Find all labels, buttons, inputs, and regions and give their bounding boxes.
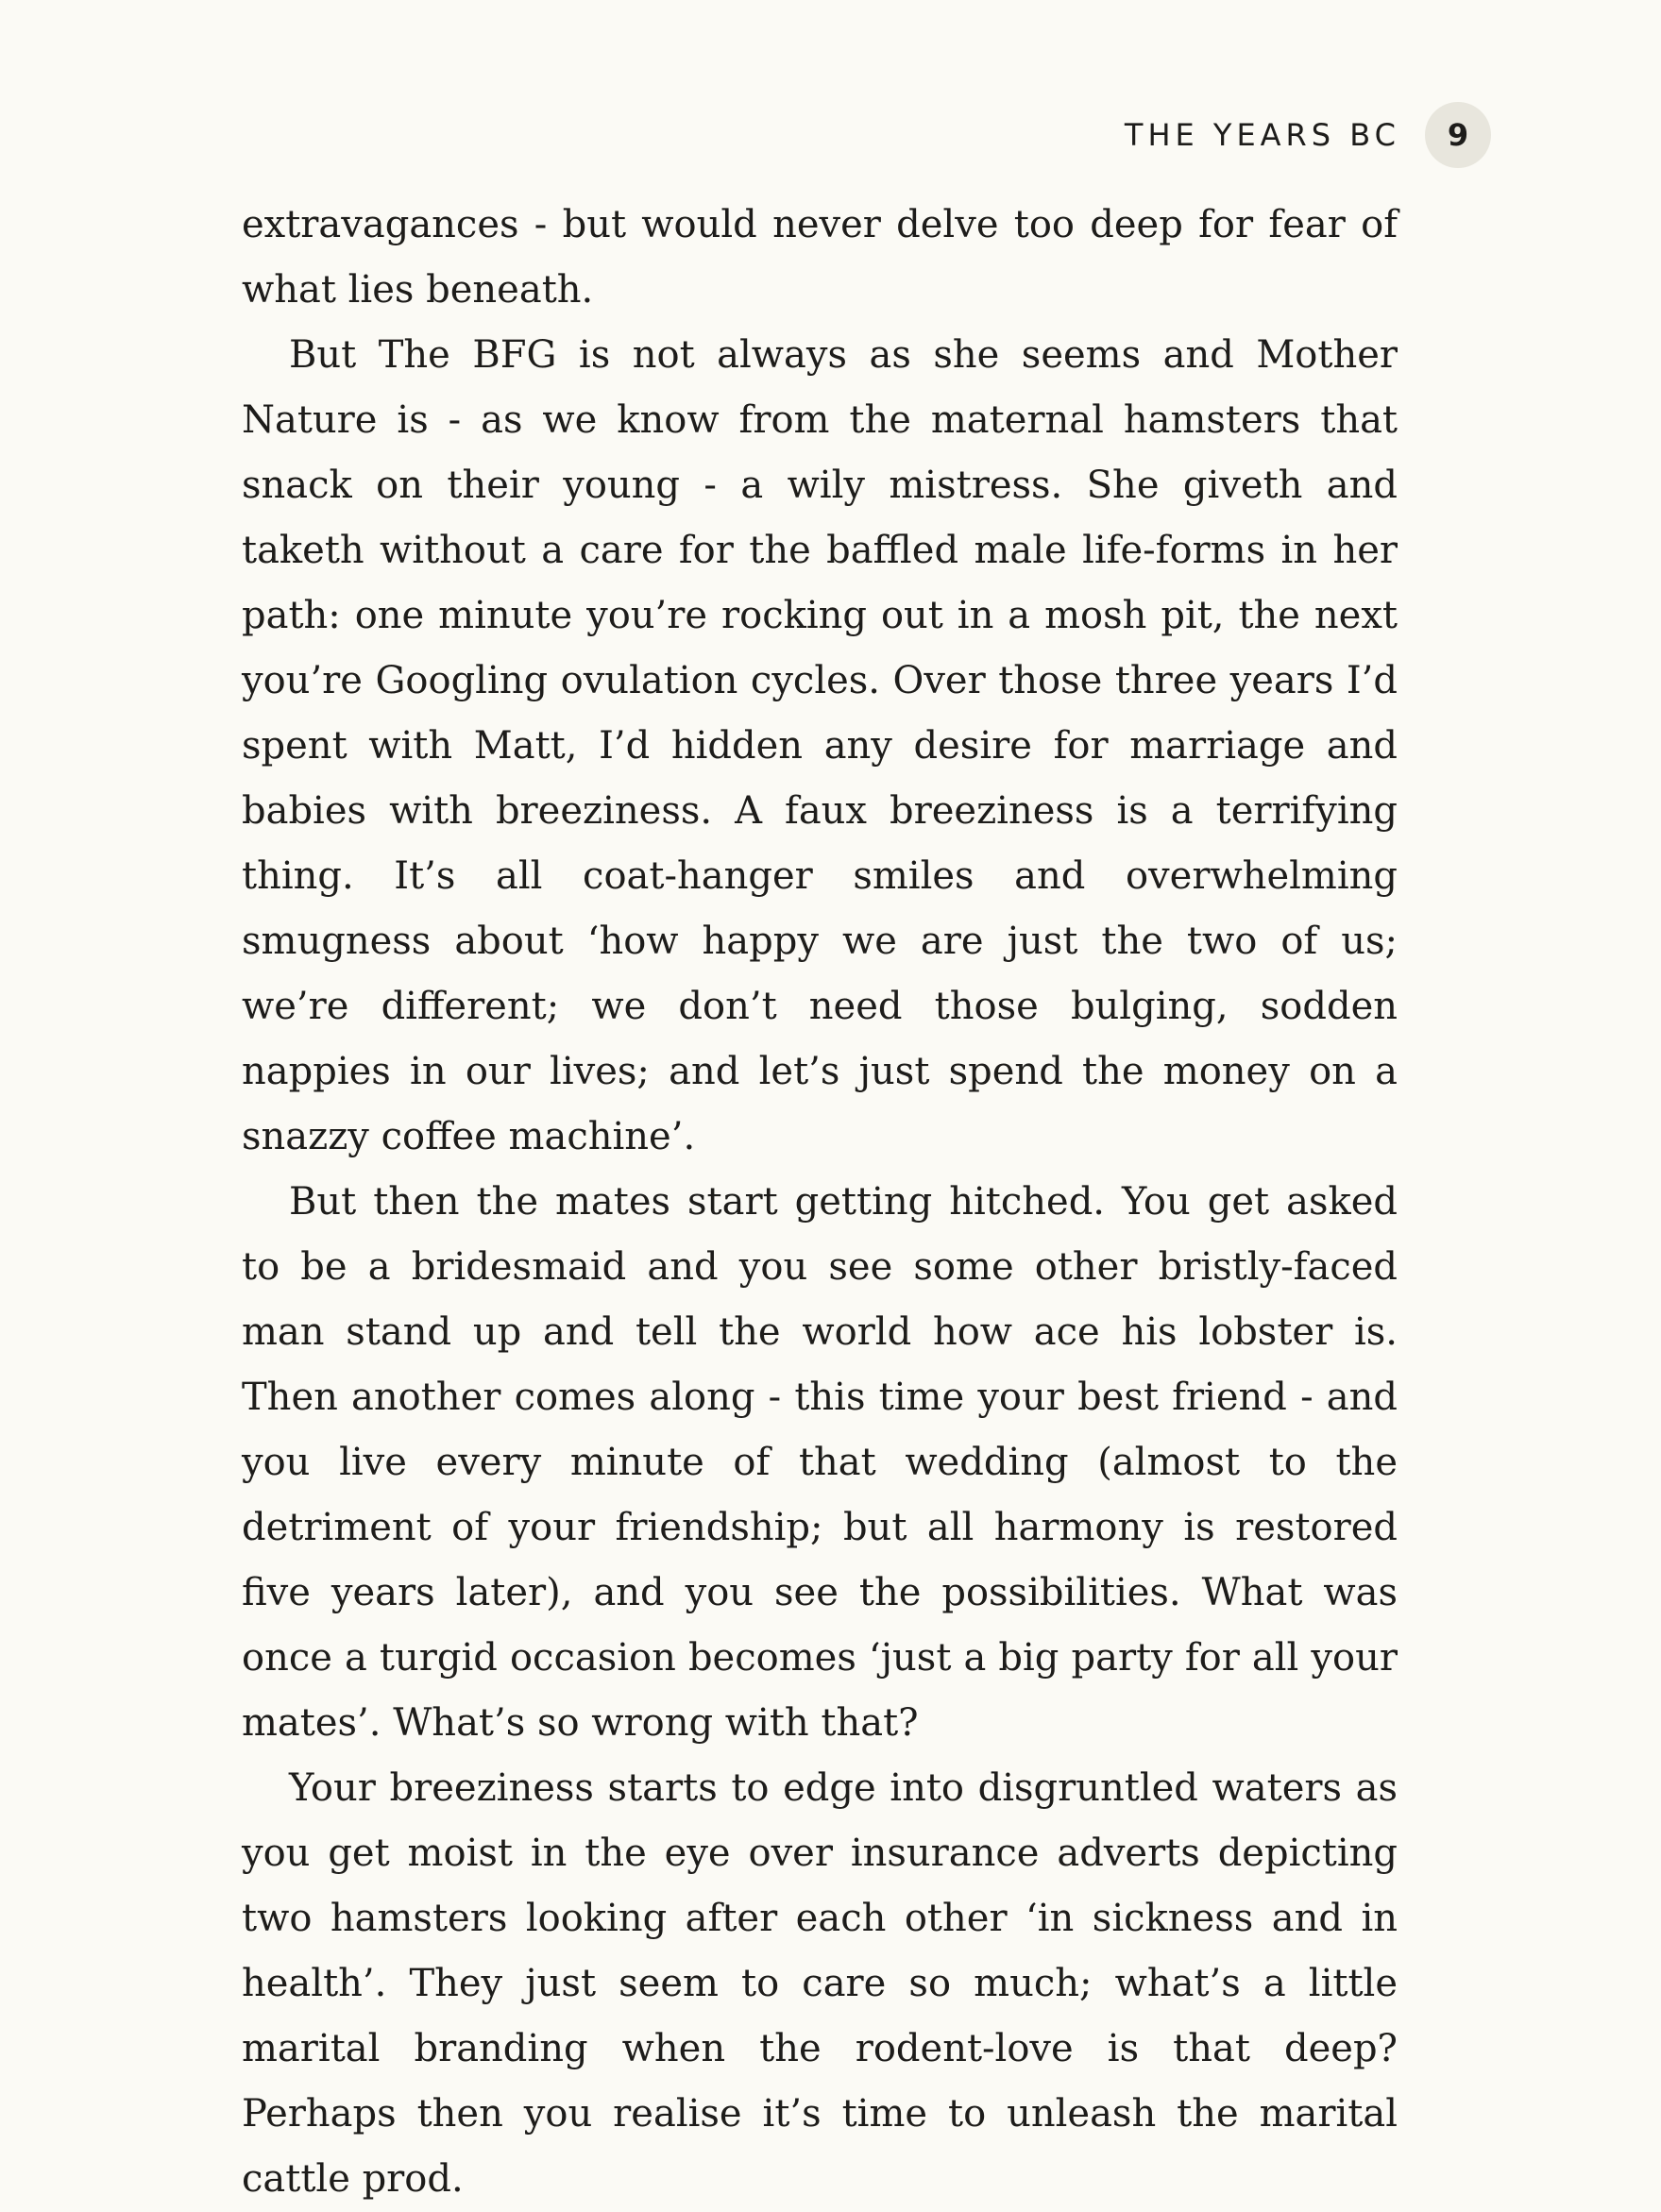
body-text [242, 193, 1398, 2212]
running-title: THE YEARS BC [1124, 117, 1400, 153]
paragraph: But The BFG is not always as she seems and Mother Nature is - as we know from the maternal hamsters that snack on their young - a wily mistress. She giveth and taketh without a care for the baffled male life-forms in her path: one minute you’re rocking out in a mosh pit, the next you’re Googling ovulation cycles. Over those three years I’d spent with Matt, I’d hidden any desire for marriage and babies with breeziness. A faux breeziness is a terrifying thing. It’s all coat-hanger smiles and overwhelming smugness about ‘how happy we are just the two of us; we’re different; we don’t need those bulging, sodden nappies in our lives; and let’s just spend the money on a snazzy coffee machine’. [242, 333, 1398, 1158]
page-number: 9 [1425, 102, 1491, 168]
paragraph: Your breeziness starts to edge into disgruntled waters as you get moist in the eye over insurance adverts depicting two hamsters looking after each other ‘in sickness and in health’. They just seem to care so much; what’s a little marital branding when the rodent-love is that deep? Perhaps then you realise it’s time to unleash the marital cattle prod. [242, 1766, 1398, 2201]
paragraph: But then the mates start getting hitched. You get asked to be a bridesmaid and you see some other bristly-faced man stand up and tell the world how ace his lobster is. Then another comes along - this time your best friend - and you live every minute of that wedding (almost to the detriment of your friendship; but all harmony is restored five years later), and you see the possibilities. What was once a turgid occasion becomes ‘just a big party for all your mates’. What’s so wrong with that? [242, 1180, 1398, 1745]
running-head [1125, 102, 1491, 168]
paragraph-continued: extravagances - but would never delve too deep for fear of what lies beneath. [242, 203, 1398, 312]
